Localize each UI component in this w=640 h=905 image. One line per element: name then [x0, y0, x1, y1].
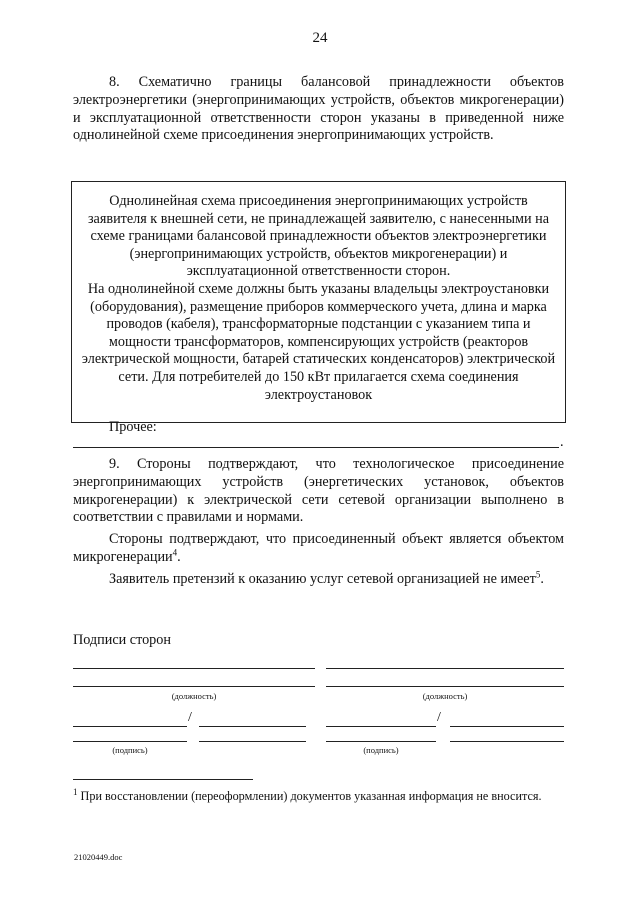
section-9-paragraph-3 — [73, 571, 564, 589]
microgeneration-text: Стороны подтверждают, что присоединенный объект является объектом микрогенерации — [73, 531, 564, 565]
punct: . — [177, 548, 181, 565]
signature-line-right[interactable] — [326, 726, 436, 727]
page-number: 24 — [312, 30, 328, 46]
section-8 — [73, 74, 564, 145]
signatures-title: Подписи сторон — [73, 632, 171, 648]
footnote — [73, 786, 564, 805]
punct: . — [540, 570, 544, 587]
position-label-right: (должность) — [422, 691, 468, 701]
section-9 — [73, 456, 564, 589]
other-line[interactable] — [73, 447, 559, 448]
footnote-ref-5: 5 — [535, 569, 541, 580]
no-claims-text: Заявитель претензий к оказанию услуг сетевой организацией не имеет — [109, 570, 536, 587]
name-line-left[interactable] — [199, 726, 306, 727]
box-paragraph-1: Однолинейная схема присоединения энергопринимающих устройств заявителя к внешней сети, не принадлежащей заявителю, с нанесенными на схеме границами балансовой принадлежности объектов электроэнергетики (энергопринимающих устройств, объектов микрогенерации) и эксплуатационной ответственности сторон. — [87, 193, 550, 280]
signature-label-right: (подпись) — [363, 745, 399, 755]
footnote-mark: 1 — [73, 786, 78, 797]
section-8-text: 8. Схематично границы балансовой принадлежности объектов электроэнергетики (энергопринимающих устройств, объектов микрогенерации) и эксплуатационной ответственности сторон указаны в приведенной ниже однолинейной схеме присоединения энергопринимающих устройств. — [73, 74, 564, 144]
position-line-right[interactable] — [326, 686, 564, 687]
name-line-right[interactable] — [450, 726, 564, 727]
name-underline-left — [199, 741, 306, 742]
signature-underline-left — [73, 741, 187, 742]
signature-line-left-1[interactable] — [73, 668, 315, 669]
signature-underline-right — [326, 741, 436, 742]
footnote-ref-4: 4 — [172, 547, 178, 558]
other-period: . — [560, 434, 564, 450]
other-label: Прочее: — [109, 419, 157, 435]
box-paragraph-2: На однолинейной схеме должны быть указаны владельцы электроустановки (оборудования), размещение приборов коммерческого учета, длина и марка проводов (кабеля), трансформаторные подстанции с указанием типа и мощности трансформаторов, компенсирующих устройств (реакторов электрической мощности, батарей статических конденсаторов) электрической сети. Для потребителей до 150 кВт прилагается схема соединения электроустановок — [81, 280, 556, 403]
signature-line-right-1[interactable] — [326, 668, 564, 669]
position-line-left[interactable] — [73, 686, 315, 687]
signature-label-left: (подпись) — [112, 745, 148, 755]
signature-line-left[interactable] — [73, 726, 187, 727]
footnote-text: При восстановлении (переоформлении) документов указанная информация не вносится. — [80, 789, 542, 803]
schema-requirements-box — [71, 181, 566, 423]
document-id: 21020449.doc — [74, 852, 123, 862]
position-label-left: (должность) — [171, 691, 217, 701]
slash-right: / — [437, 710, 441, 725]
section-9-paragraph-2 — [73, 531, 564, 567]
footnote-separator — [73, 779, 253, 780]
slash-left: / — [188, 710, 192, 725]
section-9-paragraph-1: 9. Стороны подтверждают, что технологическое присоединение энергопринимающих устройств (энергетических установок, объектов микрогенерации) к электрической сети сетевой организации выполнено в соответствии с правилами и нормами. — [73, 456, 564, 526]
name-underline-right — [450, 741, 564, 742]
